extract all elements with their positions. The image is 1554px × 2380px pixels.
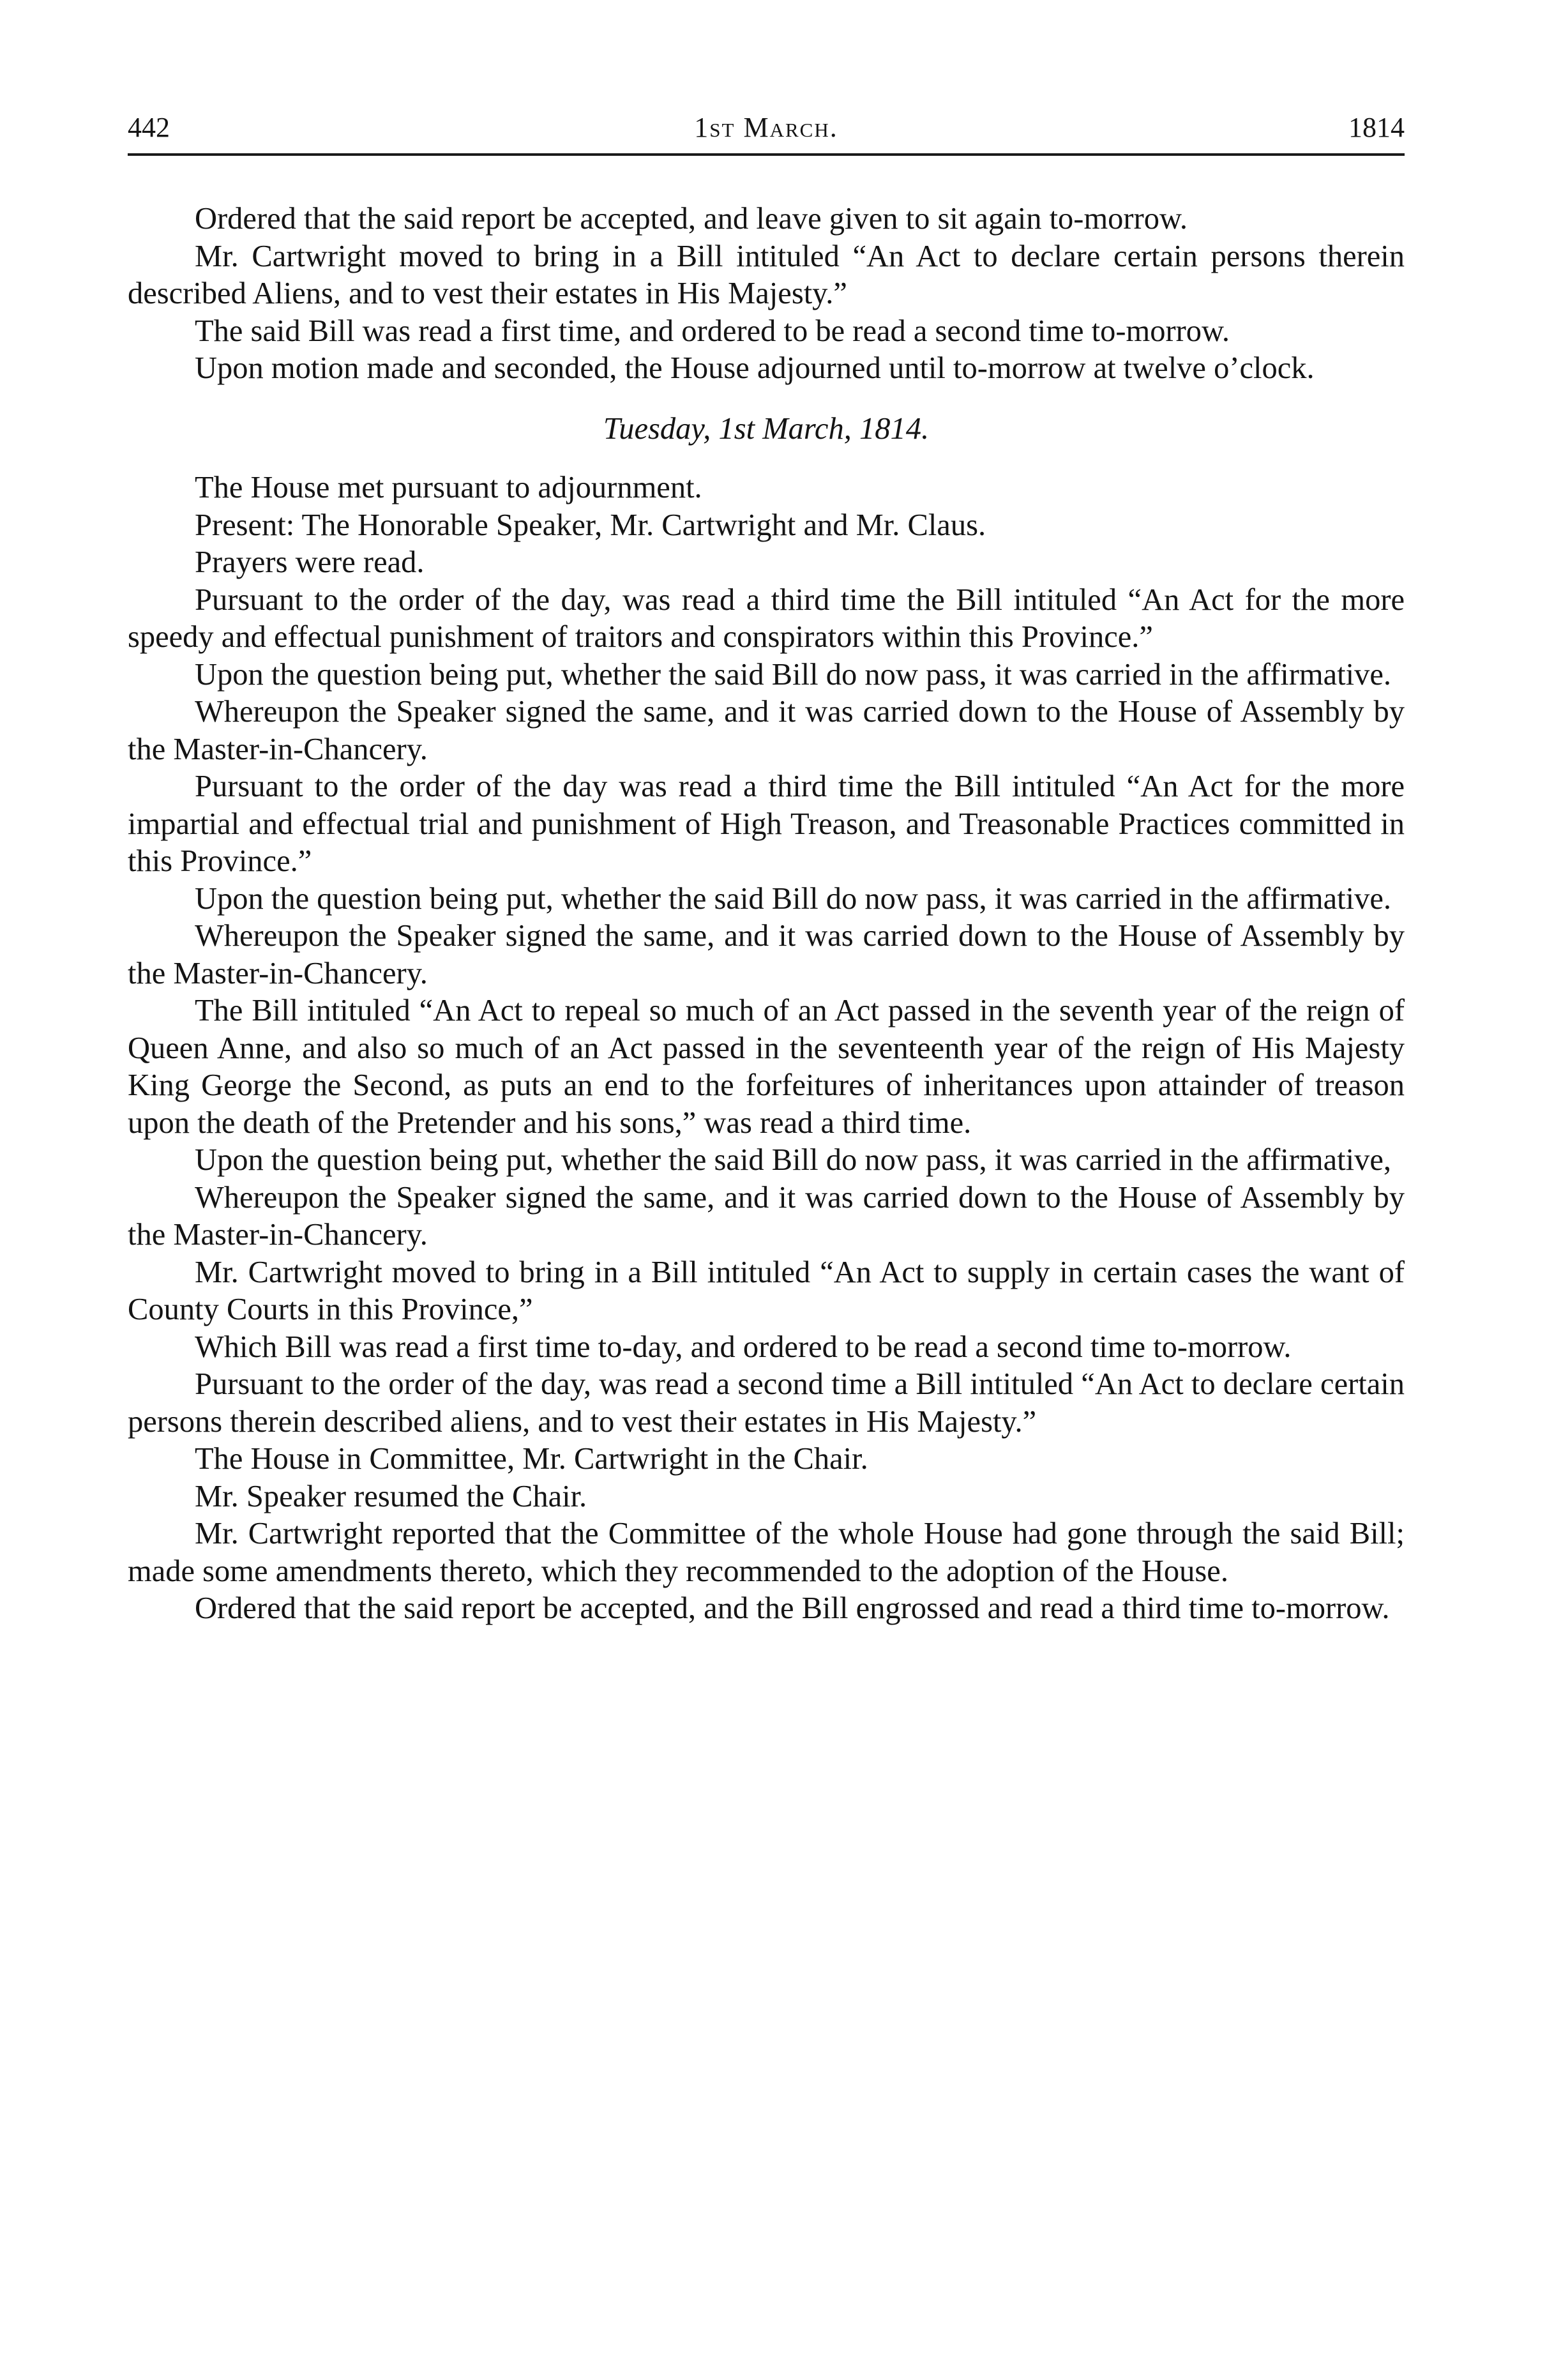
paragraph: Prayers were read.: [195, 545, 425, 579]
running-head-date: 1st March.: [694, 112, 838, 143]
paragraph: Upon the question being put, whether the said Bill do now pass, it was carried in the affirmative.: [195, 657, 1392, 692]
paragraph: The Bill intituled “An Act to repeal so much of an Act passed in the seventh year of the reign of Queen Anne, and also so much of an Act passed in the seventeenth year of the reign of His Majesty King George the Second, as puts an end to the forfeitures of inheritances upon attainder of treason upon the death of the Pretender and his sons,” was read a third time.: [128, 994, 1405, 1140]
paragraph: Ordered that the said report be accepted, and leave given to sit again to-morrow.: [195, 202, 1188, 236]
paragraph: The said Bill was read a first time, and ordered to be read a second time to-morrow.: [195, 314, 1230, 348]
paragraph: Mr. Cartwright moved to bring in a Bill intituled “An Act to declare certain persons therein described Aliens, and to vest their estates in His Majesty.”: [128, 239, 1405, 310]
paragraph: Upon the question being put, whether the said Bill do now pass, it was carried in the affirmative,: [195, 1143, 1392, 1177]
paragraph: Present: The Honorable Speaker, Mr. Cartwright and Mr. Claus.: [195, 508, 986, 542]
paragraph: Ordered that the said report be accepted, and the Bill engrossed and read a third time to-morrow.: [195, 1591, 1390, 1625]
paragraph: The House in Committee, Mr. Cartwright in the Chair.: [195, 1442, 868, 1476]
journal-body: [128, 201, 1405, 1628]
paragraph: Mr. Cartwright moved to bring in a Bill intituled “An Act to supply in certain cases the want of County Courts in this Province,”: [128, 1255, 1405, 1326]
paragraph: Upon the question being put, whether the said Bill do now pass, it was carried in the affirmative.: [195, 881, 1392, 916]
paragraph: Mr. Speaker resumed the Chair.: [195, 1479, 587, 1513]
paragraph: Whereupon the Speaker signed the same, and it was carried down to the House of Assembly by the Master-in-Chancery.: [128, 695, 1405, 766]
paragraph: Whereupon the Speaker signed the same, and it was carried down to the House of Assembly by the Master-in-Chancery.: [128, 919, 1405, 990]
paragraph: Which Bill was read a first time to-day, and ordered to be read a second time to-morrow.: [195, 1330, 1292, 1364]
header-rule: [128, 153, 1405, 156]
paragraph: Mr. Cartwright reported that the Committee of the whole House had gone through the said Bill; made some amendments thereto, which they recommended to the adoption of the House.: [128, 1517, 1405, 1588]
paragraph: Upon motion made and seconded, the House adjourned until to-morrow at twelve o’clock.: [195, 351, 1315, 385]
paragraph: The House met pursuant to adjournment.: [195, 471, 702, 504]
running-head: [128, 109, 1405, 147]
paragraph: Pursuant to the order of the day, was read a third time the Bill intituled “An Act for the more speedy and effectual punishment of traitors and conspirators within this Province.”: [128, 582, 1405, 654]
running-head-year: 1814: [1348, 112, 1405, 143]
paragraph: Whereupon the Speaker signed the same, and it was carried down to the House of Assembly by the Master-in-Chancery.: [128, 1180, 1405, 1252]
paragraph: Pursuant to the order of the day, was read a second time a Bill intituled “An Act to declare certain persons therein described aliens, and to vest their estates in His Majesty.”: [128, 1367, 1405, 1439]
sitting-date-heading: Tuesday, 1st March, 1814.: [603, 411, 930, 446]
document-page: [128, 109, 1405, 1628]
paragraph: Pursuant to the order of the day was read a third time the Bill intituled “An Act for the more impartial and effectual trial and punishment of High Treason, and Treasonable Practices committed in this Province.”: [128, 769, 1405, 878]
page-number: 442: [128, 112, 170, 143]
